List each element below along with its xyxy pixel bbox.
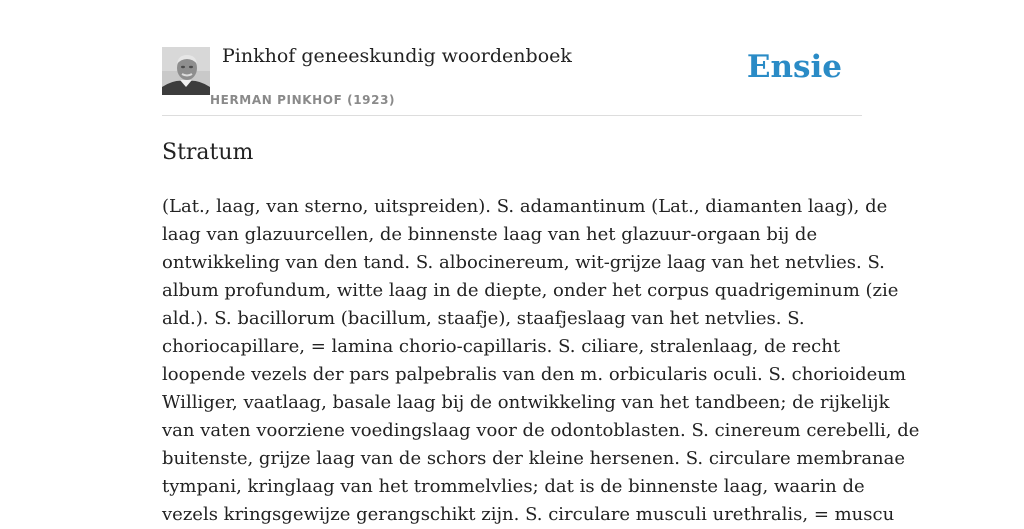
source-header xyxy=(162,0,862,116)
author-portrait-icon xyxy=(162,47,210,95)
entry-text-line: ald.). S. bacillorum (bacillum, staafje), staafjeslaag van het netvlies. S. xyxy=(162,308,805,329)
entry-text-line: tympani, kringlaag van het trommelvlies; dat is de binnenste laag, waarin de xyxy=(162,476,865,497)
entry-title: Stratum xyxy=(162,140,254,165)
entry-text-line: laag van glazuurcellen, de binnenste laag van het glazuur-orgaan bij de xyxy=(162,224,818,245)
entry-text-line: van vaten voorziene voedingslaag voor de odontoblasten. S. cinereum cerebelli, de xyxy=(162,420,920,441)
entry-body xyxy=(162,193,920,529)
entry-text-line: vezels kringsgewijze gerangschikt zijn. S. circulare musculi urethralis, = muscu xyxy=(162,504,895,525)
entry-text-line: ontwikkeling van den tand. S. albocinereum, wit-grijze laag van het netvlies. S. xyxy=(162,252,885,273)
entry-text-line: Williger, vaatlaag, basale laag bij de ontwikkeling van het tandbeen; de rijkelijk xyxy=(162,392,890,413)
entry-text-line: buitenste, grijze laag van de schors der kleine hersenen. S. circulare membranae xyxy=(162,448,906,469)
brand-logo-link[interactable]: Ensie xyxy=(746,49,842,85)
source-author: HERMAN PINKHOF (1923) xyxy=(210,93,396,107)
source-title[interactable]: Pinkhof geneeskundig woordenboek xyxy=(222,45,572,67)
entry-text-line: choriocapillare, = lamina chorio-capillaris. S. ciliare, stralenlaag, de recht xyxy=(162,336,841,357)
entry-text-line: (Lat., laag, van sterno, uitspreiden). S. adamantinum (Lat., diamanten laag), de xyxy=(162,196,888,217)
entry-text-line: album profundum, witte laag in de diepte, onder het corpus quadrigeminum (zie xyxy=(162,280,899,301)
author-avatar[interactable] xyxy=(162,47,210,95)
entry-text-line: loopende vezels der pars palpebralis van den m. orbicularis oculi. S. chorioideum xyxy=(162,364,906,385)
